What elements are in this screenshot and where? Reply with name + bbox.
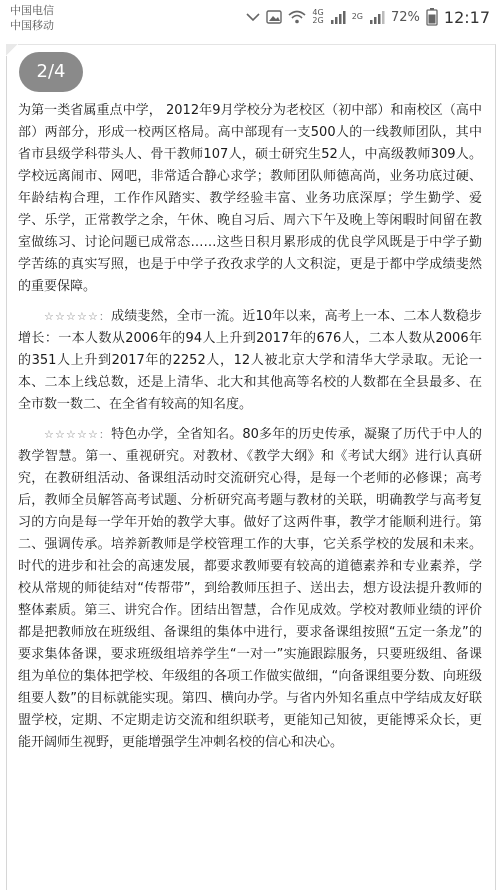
- status-bar: [0, 0, 500, 36]
- signal-strength-icon-2: [369, 10, 385, 24]
- signal-strength-icon: [330, 10, 346, 24]
- paragraph-2: [18, 306, 482, 416]
- carrier-info: [10, 3, 54, 33]
- notification-chevron-icon: [246, 12, 260, 22]
- star-rating-icon: ☆☆☆☆☆：: [44, 428, 112, 441]
- paragraph-1-text: 为第一类省属重点中学， 2012年9月学校分为老校区（初中部）和南校区（高中部）两部分，形成一校两区格局。高中部现有一支500人的一线教师团队，其中省市县级学科带头人、骨干教师107人，硕士研究生52人，中高级教师309人。学校远离闹市、网吧，非常适合静心求学；教师团队师德高尚，业务功底过硬、年龄结构合理，工作作风踏实、教学经验丰富、业务功底深厚；学生勤学、爱学、乐学，正常教学之余，午休、晚自习后、周六下午及晚上等闲暇时间留在教室做练习、讨论问题已成常态……这些日积月累形成的优良学风既是于中学子勤学苦练的真实写照，也是于中学子孜孜求学的人文积淀，更是于都中学成绩斐然的重要保障。: [18, 103, 482, 294]
- carrier-1: 中国电信: [10, 4, 54, 17]
- battery-level: 72%: [390, 9, 420, 25]
- network-type-label-1: 4G 2G: [312, 8, 324, 25]
- paragraph-2-text: 成绩斐然，全市一流。近10年以来，高考上一本、二本人数稳步增长：一本人数从2006年的94人上升到2017年的676人，二本人数从2006年的351人上升到2017年的2252人，12人被北京大学和清华大学录取。无论一本、二本上线总数，还是上清华、北大和其他高等名校的人数都在全县最多、在全市数一数二、在全省有较高的知名度。: [18, 309, 482, 412]
- page-fold-corner: [6, 44, 18, 56]
- image-icon: [266, 10, 282, 24]
- paragraph-3: [18, 424, 482, 754]
- paragraph-3-text: 特色办学，全省知名。80多年的历史传承，凝聚了历代于中人的教学智慧。第一、重视研究。对教材、《教学大纲》和《考试大纲》进行认真研究，在教研组活动、备课组活动时交流研究心得，是每一个老师的必修课；高考后，教师全员解答高考试题、分析研究高考题与教材的关联，明确教学与高考复习的方向是每一学年开始的教学大事。做好了这两件事，教学才能顺利进行。第二、强调传承。培养新教师是学校管理工作的大事，它关系学校的发展和未来。时代的进步和社会的高速发展，都要求教师要有较高的道德素养和专业素养，学校从常规的师徒结对“传帮带”，到给教师压担子、送出去，想方设法提升教师的整体素质。第三、讲究合作。团结出智慧，合作见成效。学校对教师业绩的评价都是把教师放在班级组、备课组的集体中进行，要求备课组按照“五定一条龙”的要求集体备课，要求班级组培养学生“一对一”实施跟踪服务，只要班级组、备课组为单位的集体把学校、年级组的各项工作做实做细，“向备课组要分数、向班级组要人数”的目标就能实现。第四、横向办学。与省内外知名重点中学结成友好联盟学校，定期、不定期走访交流和组织联考，更能知己知彼，更能博采众长，更能开阔师生视野，更能增强学生冲刺名校的信心和决心。: [18, 427, 482, 750]
- document-content: [18, 100, 482, 762]
- page-indicator: 2/4: [19, 52, 83, 92]
- paragraph-1: [18, 100, 482, 298]
- network-type-label-2: 2G: [351, 12, 363, 21]
- battery-icon: [426, 8, 438, 26]
- status-icons: [246, 6, 490, 28]
- clock: 12:17: [443, 7, 490, 27]
- star-rating-icon: ☆☆☆☆☆：: [44, 310, 112, 323]
- carrier-2: 中国移动: [10, 19, 54, 32]
- wifi-icon: [288, 10, 306, 24]
